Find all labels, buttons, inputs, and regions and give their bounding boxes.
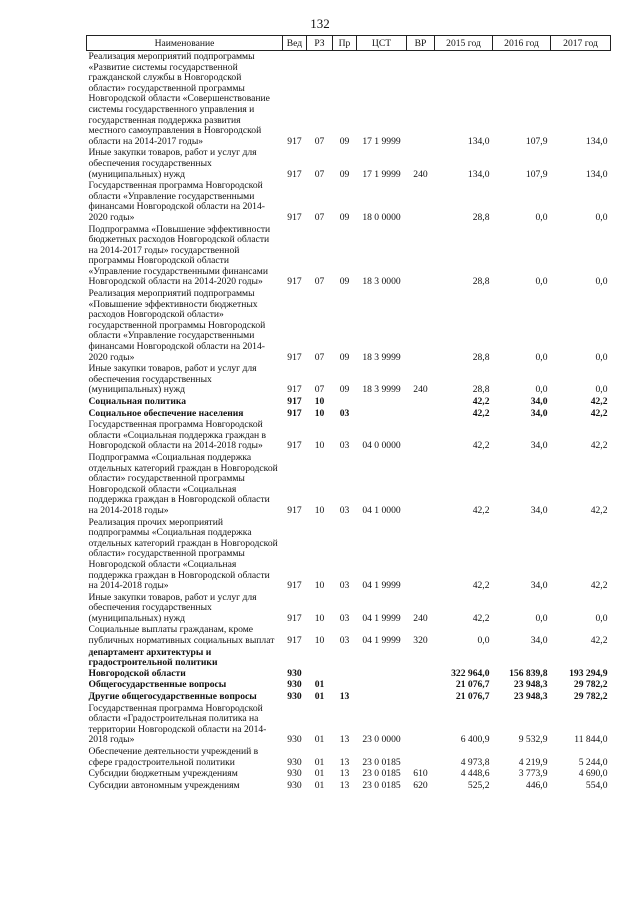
cell-2015: 28,8 (472, 276, 490, 288)
table-row (87, 691, 611, 703)
cell-2015: 6 400,9 (460, 734, 490, 746)
cell-2016: 23 948,3 (513, 679, 548, 691)
table-row (87, 768, 611, 780)
cell-rz: 10 (314, 635, 325, 647)
cell-2015: 42,2 (472, 407, 490, 419)
cell-cst: 23 0 0185 (362, 779, 401, 791)
cell-rz: 10 (314, 612, 325, 624)
cell-2017: 29 782,2 (573, 691, 608, 703)
cell-pr (333, 396, 357, 408)
cell-name: Иные закупки товаров, работ и услуг для обеспечения государственных (муниципальных) нужд (88, 147, 257, 180)
cell-ved: 930 (287, 779, 302, 791)
cell-2015: 0,0 (477, 635, 490, 647)
cell-pr (333, 679, 357, 691)
cell-name: Социальные выплаты гражданам, кроме публичных нормативных социальных выплат (88, 624, 275, 647)
cell-name: Подпрограмма «Повышение эффективности бюджетных расходов Новгородской области на 2014-2017 годы» государственной программы Новгородской области «Управление государственными финансами Новгородской области на 2014-2020 годы» (88, 223, 271, 288)
table-row (87, 592, 611, 625)
cell-2017: 0,0 (595, 351, 608, 363)
cell-2016: 446,0 (525, 779, 548, 791)
cell-vr (407, 647, 435, 680)
cell-cst (357, 408, 407, 420)
cell-ved: 917 (287, 351, 302, 363)
cell-2016: 156 839,8 (509, 667, 548, 679)
cell-2017: 134,0 (585, 168, 608, 180)
cell-cst (357, 679, 407, 691)
cell-2016: 3 773,9 (518, 768, 548, 780)
cell-vr: 240 (413, 168, 428, 180)
table-row (87, 517, 611, 592)
table-body (87, 51, 611, 792)
cell-name: Реализация мероприятий подпрограммы «Развитие системы государственной гражданской службы в Новгородской области» государственной программы Новгородской области «Совершенствование системы государственного управления и государственная поддержка развития местного самоуправления в Новгородской области на 2014-2017 годы» (88, 51, 270, 147)
cell-vr (407, 691, 435, 703)
cell-cst: 23 0 0185 (362, 756, 401, 768)
cell-pr: 09 (339, 351, 350, 363)
cell-vr: 320 (413, 635, 428, 647)
cell-2015: 21 076,7 (455, 679, 490, 691)
table-row (87, 679, 611, 691)
cell-ved: 917 (287, 168, 302, 180)
table-row (87, 452, 611, 517)
cell-vr (407, 224, 435, 289)
cell-2017: 42,2 (590, 440, 608, 452)
cell-ved: 917 (287, 384, 302, 396)
cell-2016: 34,0 (530, 407, 548, 419)
cell-pr: 13 (339, 756, 350, 768)
cell-cst: 04 1 9999 (362, 635, 401, 647)
cell-cst (357, 691, 407, 703)
cell-2017: 42,2 (590, 580, 608, 592)
cell-pr: 09 (339, 384, 350, 396)
cell-cst (357, 396, 407, 408)
cell-ved: 930 (287, 756, 302, 768)
cell-2015: 28,8 (472, 384, 490, 396)
header-2015: 2015 год (435, 36, 493, 51)
cell-rz: 07 (314, 135, 325, 147)
cell-ved: 917 (287, 276, 302, 288)
cell-ved: 917 (287, 580, 302, 592)
table-row (87, 624, 611, 646)
cell-2017: 193 294,9 (569, 667, 608, 679)
cell-ved: 930 (287, 734, 302, 746)
cell-pr: 13 (339, 779, 350, 791)
cell-2016: 0,0 (535, 612, 548, 624)
cell-2015: 322 964,0 (451, 667, 490, 679)
header-vr: ВР (407, 36, 435, 51)
cell-cst: 04 1 0000 (362, 504, 401, 516)
cell-pr: 09 (339, 211, 350, 223)
cell-name: Общегосударственные вопросы (88, 679, 227, 691)
cell-name: департамент архитектуры и градостроительной политики Новгородской области (88, 646, 218, 679)
cell-cst (357, 647, 407, 680)
cell-rz: 07 (314, 168, 325, 180)
cell-vr: 610 (413, 768, 428, 780)
cell-2015: 525,2 (467, 779, 490, 791)
cell-2016: 0,0 (535, 211, 548, 223)
cell-vr (407, 396, 435, 408)
cell-ved: 917 (287, 504, 302, 516)
cell-pr: 09 (339, 276, 350, 288)
cell-rz: 10 (314, 580, 325, 592)
cell-ved: 917 (287, 211, 302, 223)
cell-name: Социальное обеспечение населения (88, 407, 244, 419)
cell-rz: 01 (314, 779, 325, 791)
table-row (87, 288, 611, 363)
cell-name: Государственная программа Новгородской области «Социальная поддержка граждан в Новгородской области на 2014-2018 годы» (88, 419, 267, 452)
cell-pr (333, 647, 357, 680)
cell-cst: 18 3 0000 (362, 276, 401, 288)
cell-2016: 9 532,9 (518, 734, 548, 746)
header-2016: 2016 год (493, 36, 551, 51)
cell-2016: 4 219,9 (518, 756, 548, 768)
cell-pr: 03 (339, 440, 350, 452)
cell-ved: 930 (287, 667, 302, 679)
cell-2017: 42,2 (590, 504, 608, 516)
cell-cst: 23 0 0185 (362, 768, 401, 780)
cell-ved: 917 (287, 635, 302, 647)
cell-cst: 18 3 9999 (362, 351, 401, 363)
cell-name: Иные закупки товаров, работ и услуг для обеспечения государственных (муниципальных) нужд (88, 591, 257, 624)
cell-cst: 17 1 9999 (362, 135, 401, 147)
cell-2015: 28,8 (472, 351, 490, 363)
cell-ved: 917 (287, 612, 302, 624)
table-row (87, 51, 611, 148)
cell-pr: 03 (339, 407, 350, 419)
cell-rz: 01 (314, 768, 325, 780)
cell-rz: 07 (314, 276, 325, 288)
cell-vr: 620 (413, 779, 428, 791)
cell-cst: 18 3 9999 (362, 384, 401, 396)
cell-2015: 42,2 (472, 440, 490, 452)
cell-name: Реализация прочих мероприятий подпрограммы «Социальная поддержка отдельных категорий граждан в Новгородской области» государственной программы Новгородской области «Социальная поддержка граждан в Новгородской области на 2014-2018 годы» (88, 516, 278, 592)
cell-rz: 01 (314, 679, 325, 691)
cell-2017: 0,0 (595, 211, 608, 223)
table-row (87, 408, 611, 420)
cell-2017: 42,2 (590, 407, 608, 419)
cell-2017: 0,0 (595, 612, 608, 624)
cell-ved: 930 (287, 768, 302, 780)
header-pr: Пр (333, 36, 357, 51)
cell-vr (407, 679, 435, 691)
cell-rz: 07 (314, 384, 325, 396)
cell-2017: 5 244,0 (578, 756, 608, 768)
cell-rz: 01 (314, 734, 325, 746)
cell-vr (407, 288, 435, 363)
cell-rz: 10 (314, 407, 325, 419)
table-row (87, 647, 611, 680)
cell-vr (407, 180, 435, 223)
cell-2017: 42,2 (590, 396, 608, 407)
cell-2015: 28,8 (472, 211, 490, 223)
cell-2016: 0,0 (535, 384, 548, 396)
cell-pr: 13 (339, 734, 350, 746)
cell-rz: 01 (314, 691, 325, 703)
table-row (87, 180, 611, 223)
cell-cst: 17 1 9999 (362, 168, 401, 180)
cell-2015: 4 973,8 (460, 756, 490, 768)
cell-ved: 930 (287, 691, 302, 703)
cell-rz: 07 (314, 211, 325, 223)
cell-pr: 13 (339, 768, 350, 780)
cell-2015: 4 448,6 (460, 768, 490, 780)
cell-rz: 10 (314, 440, 325, 452)
cell-2017: 4 690,0 (578, 768, 608, 780)
cell-2016: 107,9 (525, 168, 548, 180)
cell-name: Государственная программа Новгородской области «Управление государственными финансами Новгородской области на 2014-2020 годы» (88, 180, 265, 223)
cell-vr (407, 408, 435, 420)
cell-ved: 917 (287, 440, 302, 452)
cell-2015: 21 076,7 (455, 691, 490, 703)
cell-2016: 34,0 (530, 580, 548, 592)
table-row (87, 147, 611, 180)
table-row (87, 780, 611, 792)
cell-2017: 0,0 (595, 276, 608, 288)
header-name: Наименование (87, 36, 283, 51)
cell-vr (407, 51, 435, 148)
budget-table (86, 35, 611, 791)
cell-ved: 917 (287, 407, 302, 419)
cell-cst: 04 1 9999 (362, 580, 401, 592)
cell-2017: 11 844,0 (574, 734, 608, 746)
page-number: 132 (310, 16, 330, 31)
cell-2017: 554,0 (585, 779, 608, 791)
cell-rz: 01 (314, 756, 325, 768)
cell-vr (407, 703, 435, 746)
header-cst: ЦСТ (357, 36, 407, 51)
cell-2016: 34,0 (530, 440, 548, 452)
cell-name: Подпрограмма «Социальная поддержка отдельных категорий граждан в Новгородской области» государственной программы Новгородской области «Социальная поддержка граждан в Новгородской области на 2014-2018 годы» (88, 451, 278, 516)
cell-rz (307, 647, 333, 680)
cell-cst: 04 0 0000 (362, 440, 401, 452)
cell-name: Иные закупки товаров, работ и услуг для обеспечения государственных (муниципальных) нужд (88, 363, 257, 396)
cell-pr: 03 (339, 635, 350, 647)
cell-2015: 134,0 (467, 135, 490, 147)
cell-rz: 10 (314, 504, 325, 516)
cell-name: Субсидии бюджетным учреждениям (88, 768, 238, 780)
table-header (87, 36, 611, 51)
header-ved: Вед (283, 36, 307, 51)
table-row (87, 703, 611, 746)
cell-2017: 42,2 (590, 635, 608, 647)
cell-vr (407, 517, 435, 592)
cell-2015: 42,2 (472, 580, 490, 592)
cell-2015: 42,2 (472, 396, 490, 407)
cell-vr (407, 419, 435, 452)
cell-cst: 18 0 0000 (362, 211, 401, 223)
cell-vr: 240 (413, 384, 428, 396)
cell-vr: 240 (413, 612, 428, 624)
cell-name: Государственная программа Новгородской области «Градостроительная политика на территории Новгородской области на 2014-2018 годы» (88, 702, 267, 746)
cell-2015: 42,2 (472, 504, 490, 516)
cell-pr: 03 (339, 580, 350, 592)
cell-2016: 34,0 (530, 396, 548, 407)
header-rz: РЗ (307, 36, 333, 51)
cell-2017: 29 782,2 (573, 679, 608, 691)
cell-pr: 03 (339, 504, 350, 516)
cell-name: Реализация мероприятий подпрограммы «Повышение эффективности бюджетных расходов Новгородской области» государственной программы Новгородской области «Управление государственными финансами Новгородской области на 2014-2020 годы» (88, 288, 266, 363)
cell-2017: 0,0 (595, 384, 608, 396)
table-row (87, 363, 611, 396)
table-row (87, 396, 611, 408)
cell-name: Другие общегосударственные вопросы (88, 691, 257, 703)
table-row (87, 746, 611, 768)
cell-2016: 0,0 (535, 276, 548, 288)
cell-2015: 42,2 (472, 612, 490, 624)
cell-2016: 0,0 (535, 351, 548, 363)
cell-rz: 07 (314, 351, 325, 363)
cell-vr (407, 746, 435, 768)
cell-2017: 134,0 (585, 135, 608, 147)
cell-2015: 134,0 (467, 168, 490, 180)
cell-name: Обеспечение деятельности учреждений в сфере градостроительной политики (88, 746, 259, 768)
cell-2016: 23 948,3 (513, 691, 548, 703)
cell-rz: 10 (314, 396, 325, 407)
cell-cst: 23 0 0000 (362, 734, 401, 746)
cell-vr (407, 452, 435, 517)
cell-2016: 107,9 (525, 135, 548, 147)
cell-pr: 03 (339, 612, 350, 624)
cell-pr: 13 (339, 691, 350, 703)
cell-cst: 04 1 9999 (362, 612, 401, 624)
cell-ved: 930 (287, 679, 302, 691)
cell-name: Субсидии автономным учреждениям (88, 779, 240, 791)
table-row (87, 419, 611, 452)
cell-pr: 09 (339, 168, 350, 180)
table-row (87, 224, 611, 289)
cell-ved: 917 (287, 135, 302, 147)
cell-2016: 34,0 (530, 635, 548, 647)
cell-name: Социальная политика (88, 396, 187, 407)
cell-pr: 09 (339, 135, 350, 147)
cell-2016: 34,0 (530, 504, 548, 516)
cell-ved: 917 (287, 396, 302, 407)
header-2017: 2017 год (551, 36, 611, 51)
